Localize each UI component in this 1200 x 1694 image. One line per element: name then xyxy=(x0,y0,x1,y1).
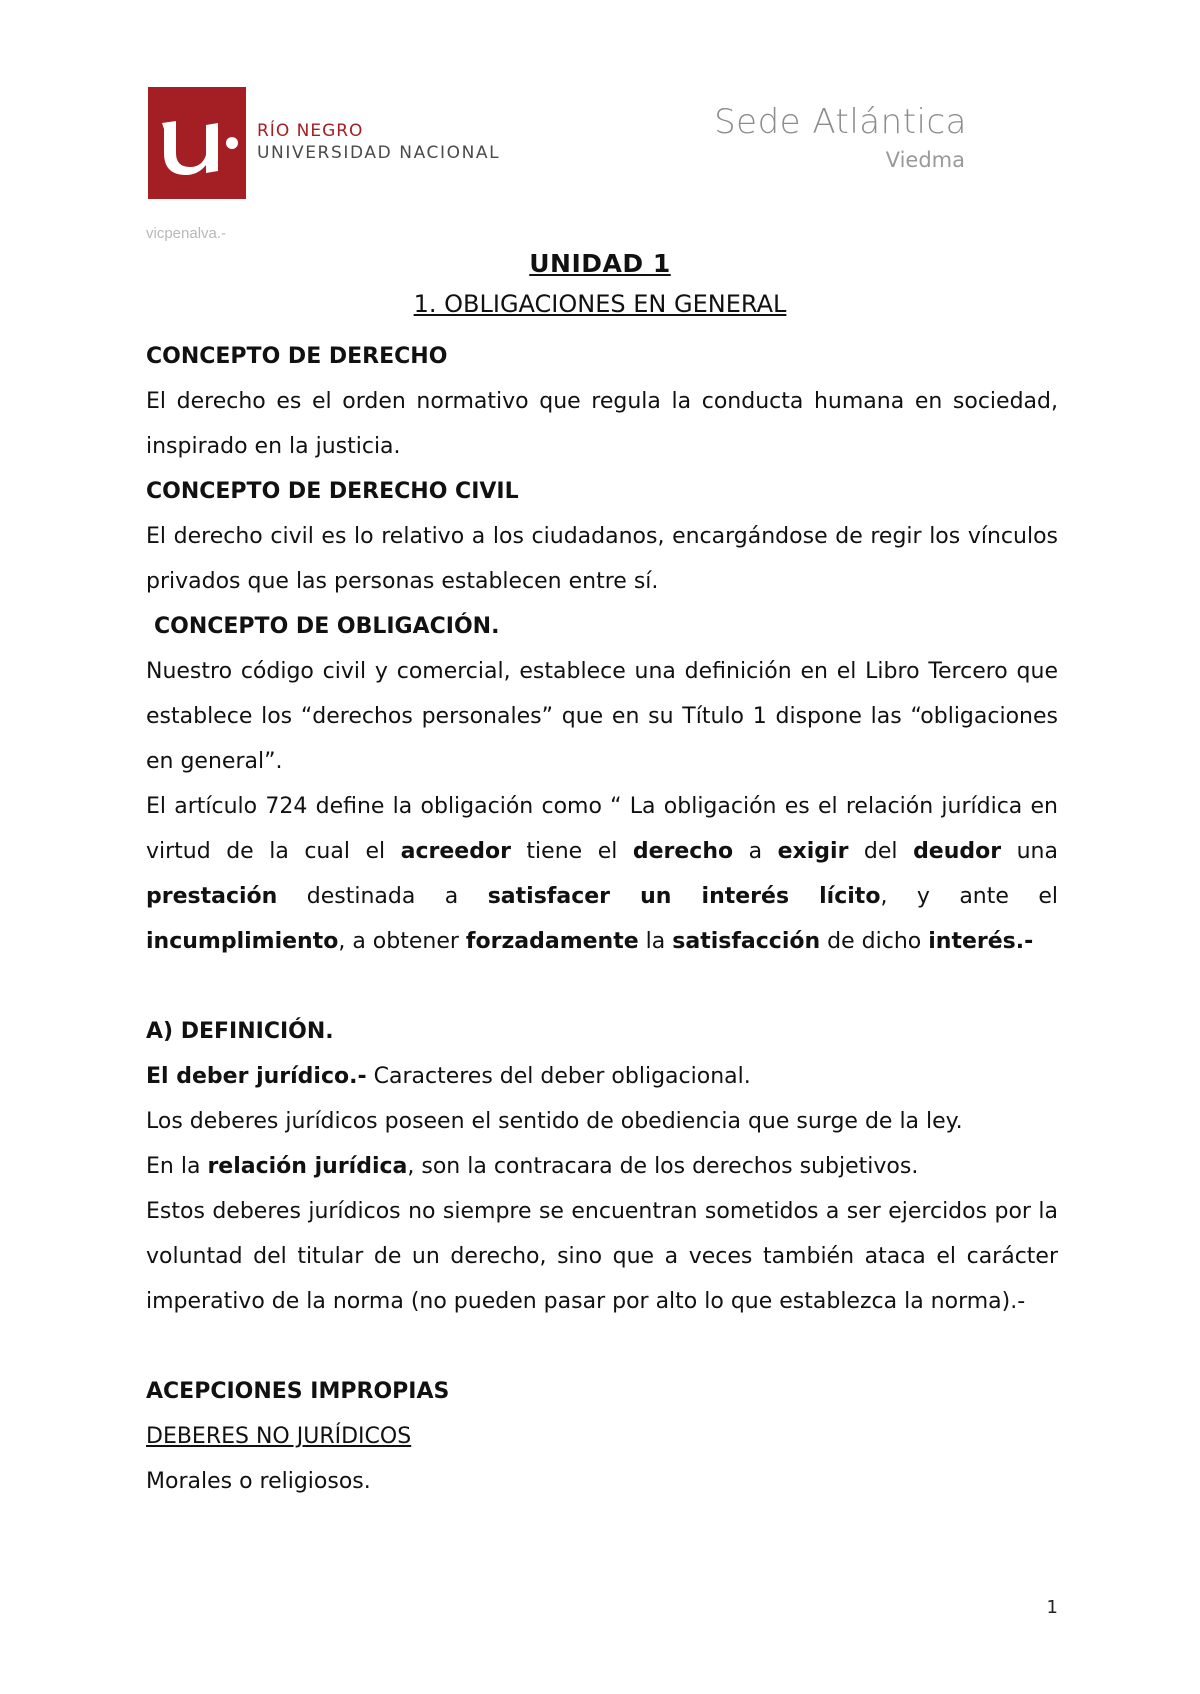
spacer xyxy=(146,1324,1058,1369)
page-number: 1 xyxy=(1046,1597,1058,1618)
university-name xyxy=(257,120,500,164)
heading-concepto-derecho: CONCEPTO DE DERECHO xyxy=(146,344,448,369)
bold-term: acreedor xyxy=(400,839,511,864)
spacer xyxy=(146,964,1058,1009)
text: , y ante el xyxy=(880,884,1058,909)
bold-term: satisfacer un interés lícito xyxy=(487,884,881,909)
text: En la xyxy=(146,1154,208,1179)
bold-term: derecho xyxy=(632,839,734,864)
heading-derecho-civil: CONCEPTO DE DERECHO CIVIL xyxy=(146,479,519,504)
bold-term: satisfacción xyxy=(672,929,821,954)
unit-title: UNIDAD 1 xyxy=(529,249,671,278)
paragraph-articulo-724 xyxy=(146,784,1058,964)
text: de dicho xyxy=(820,929,929,954)
text: , son la contracara de los derechos subjetivos. xyxy=(407,1154,919,1179)
university-logo xyxy=(148,87,246,199)
paragraph-deberes-voluntad: Estos deberes jurídicos no siempre se encuentran sometidos a ser ejercidos por la voluntad del titular de un derecho, sino que a veces también ataca el carácter imperativo de la norma (no pueden pasar por alto lo que establezca la norma).- xyxy=(146,1199,1058,1314)
text: , a obtener xyxy=(338,929,466,954)
bold-term: exigir xyxy=(777,839,849,864)
paragraph-derecho: El derecho es el orden normativo que regula la conducta humana en sociedad, inspirado en la justicia. xyxy=(146,389,1058,459)
paragraph-derecho-civil: El derecho civil es lo relativo a los ciudadanos, encargándose de regir los vínculos privados que las personas establecen entre sí. xyxy=(146,524,1058,594)
heading-definicion: A) DEFINICIÓN. xyxy=(146,1019,334,1044)
text: la xyxy=(638,929,673,954)
document-body xyxy=(146,334,1058,1504)
text: tiene el xyxy=(510,839,633,864)
sede-title: Sede Atlántica xyxy=(714,102,967,142)
paragraph-codigo-civil: Nuestro código civil y comercial, establece una definición en el Libro Tercero que establece los “derechos personales” que en su Título 1 dispone las “obligaciones en general”. xyxy=(146,659,1058,774)
text: a xyxy=(733,839,778,864)
paragraph-deber-juridico xyxy=(146,1054,1058,1099)
bold-term: prestación xyxy=(146,884,278,909)
text: destinada a xyxy=(277,884,488,909)
bold-term: deudor xyxy=(913,839,1002,864)
logo-line-universidad: UNIVERSIDAD NACIONAL xyxy=(257,143,501,163)
heading-acepciones-impropias: ACEPCIONES IMPROPIAS xyxy=(146,1379,450,1404)
text: Caracteres del deber obligacional. xyxy=(366,1064,751,1089)
sede-block xyxy=(714,102,967,172)
u-logo-icon xyxy=(148,87,246,199)
paragraph-relacion-juridica xyxy=(146,1144,1058,1189)
heading-concepto-obligacion: CONCEPTO DE OBLIGACIÓN. xyxy=(154,614,500,639)
unit-subtitle: 1. OBLIGACIONES EN GENERAL xyxy=(413,290,787,318)
author-label: vicpenalva.- xyxy=(146,225,227,242)
paragraph-morales: Morales o religiosos. xyxy=(146,1469,371,1494)
bold-term: interés.- xyxy=(928,929,1034,954)
paragraph-obediencia: Los deberes jurídicos poseen el sentido de obediencia que surge de la ley. xyxy=(146,1109,963,1134)
bold-term: relación jurídica xyxy=(207,1154,408,1179)
text: del xyxy=(848,839,914,864)
bold-term: El deber jurídico.- xyxy=(146,1064,367,1089)
bold-term: incumplimiento xyxy=(146,929,339,954)
logo-line-rio-negro: RÍO NEGRO xyxy=(257,121,364,141)
text: El artículo 724 define la obligación como “ La obligación es el relación jurídica en virtud de la cual el xyxy=(146,794,1058,864)
bold-term: forzadamente xyxy=(465,929,639,954)
heading-deberes-no-juridicos: DEBERES NO JURÍDICOS xyxy=(146,1424,412,1449)
text: una xyxy=(1001,839,1058,864)
sede-city: Viedma xyxy=(885,148,965,172)
